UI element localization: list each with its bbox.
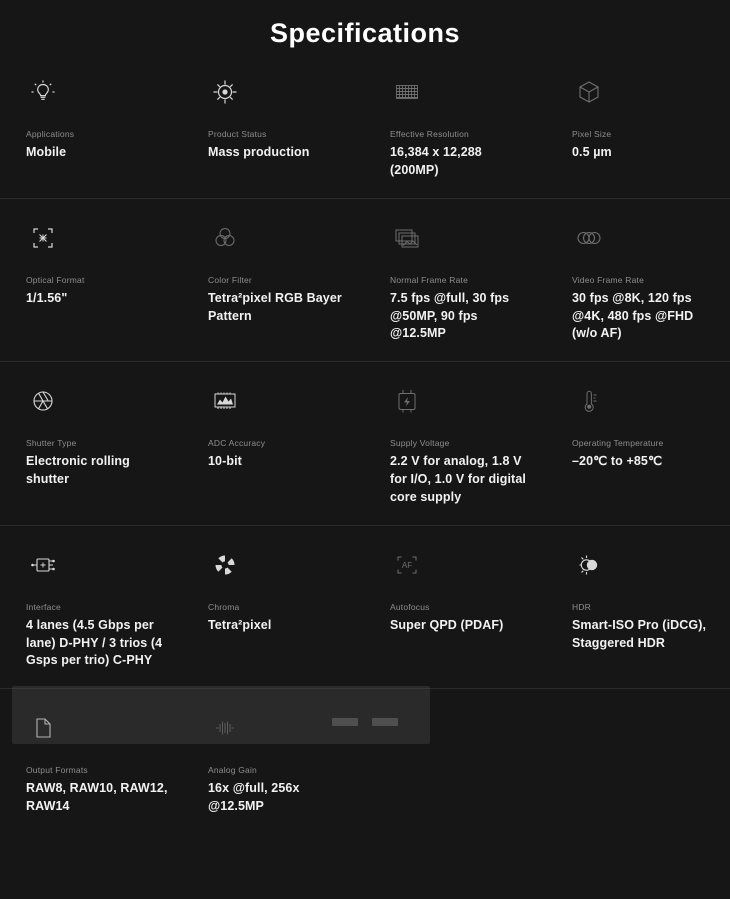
spec-cell-empty	[546, 711, 728, 816]
page-title: Specifications	[269, 18, 461, 48]
spec-cell-applications	[0, 75, 182, 180]
spec-value: Tetra²pixel	[208, 617, 272, 632]
spec-value: Mass production	[208, 145, 310, 160]
color-filter-icon	[208, 221, 242, 255]
video-frame-rate-icon	[572, 221, 606, 255]
spec-cell-video-frame-rate	[546, 221, 728, 343]
spec-value: 16,384 x 12,288 (200MP)	[390, 145, 482, 177]
spec-label: Autofocus	[390, 601, 430, 612]
spec-value: 10-bit	[208, 454, 242, 469]
spec-value: Tetra²pixel RGB Bayer Pattern	[208, 290, 342, 323]
spec-value: –20℃ to +85℃	[572, 454, 663, 469]
spec-cell-empty	[364, 711, 546, 816]
product-status-icon	[208, 75, 242, 109]
spec-row	[0, 688, 730, 834]
spec-cell-analog-gain	[182, 711, 364, 816]
spec-label: Applications	[26, 129, 75, 139]
spec-row	[0, 361, 730, 524]
spec-cell-chroma	[182, 548, 364, 670]
spec-value: RAW8, RAW10, RAW12, RAW14	[26, 781, 168, 813]
spec-cell-shutter-type	[0, 384, 182, 506]
spec-label: HDR	[572, 601, 592, 612]
lightbulb-icon	[26, 75, 60, 109]
spec-cell-color-filter	[182, 221, 364, 343]
supply-voltage-icon	[390, 384, 424, 418]
chroma-icon	[208, 548, 242, 582]
spec-label: Shutter Type	[26, 438, 77, 449]
spec-grid	[0, 53, 730, 834]
spec-cell-adc-accuracy	[182, 384, 364, 506]
spec-value: 7.5 fps @full, 30 fps @50MP, 90 fps @12.5MP	[390, 290, 510, 341]
shutter-icon	[26, 384, 60, 418]
spec-value: 2.2 V for analog, 1.8 V for I/O, 1.0 V for digital core supply	[390, 454, 526, 504]
spec-label: Pixel Size	[572, 129, 612, 139]
spec-cell-pixel-size	[546, 75, 728, 180]
hdr-icon	[572, 548, 606, 582]
spec-cell-output-formats	[0, 711, 182, 816]
spec-cell-operating-temperature	[546, 384, 728, 506]
spec-label: Chroma	[208, 601, 240, 612]
analog-gain-icon	[208, 711, 242, 745]
adc-accuracy-icon	[208, 384, 242, 418]
spec-label: Effective Resolution	[390, 129, 469, 139]
autofocus-icon	[390, 548, 424, 582]
spec-label: Interface	[26, 601, 61, 612]
optical-format-icon	[26, 221, 60, 255]
spec-cell-product-status	[182, 75, 364, 180]
spec-row	[0, 525, 730, 688]
resolution-grid-icon	[390, 75, 424, 109]
svg-text:AF: AF	[401, 560, 413, 570]
frame-stack-icon	[390, 221, 424, 255]
spec-cell-interface	[0, 548, 182, 670]
spec-cell-hdr	[546, 548, 728, 670]
interface-icon	[26, 548, 60, 582]
spec-value: 0.5 µm	[572, 145, 612, 160]
spec-value: 30 fps @8K, 120 fps @4K, 480 fps @FHD (w/o AF)	[572, 290, 694, 341]
spec-value: Smart-ISO Pro (iDCG), Staggered HDR	[572, 617, 707, 650]
spec-label: Supply Voltage	[390, 438, 450, 449]
spec-label: Color Filter	[208, 274, 252, 285]
spec-label: Operating Temperature	[572, 438, 664, 449]
spec-label: Optical Format	[26, 274, 85, 285]
pixel-cube-icon	[572, 75, 606, 109]
spec-label: Video Frame Rate	[572, 274, 645, 285]
spec-cell-optical-format	[0, 221, 182, 343]
spec-cell-autofocus	[364, 548, 546, 670]
spec-label: Output Formats	[26, 765, 88, 775]
thermometer-icon	[572, 384, 606, 418]
spec-label: Normal Frame Rate	[390, 274, 469, 285]
spec-value: Electronic rolling shutter	[26, 454, 130, 487]
spec-row	[0, 198, 730, 361]
spec-value: 4 lanes (4.5 Gbps per lane) D-PHY / 3 trios (4 Gsps per trio) C-PHY	[26, 617, 163, 668]
spec-value: 1/1.56"	[26, 290, 68, 305]
spec-label: Product Status	[208, 129, 267, 139]
spec-label: ADC Accuracy	[208, 438, 266, 449]
document-icon	[26, 711, 60, 745]
spec-cell-supply-voltage	[364, 384, 546, 506]
spec-value: 16x @full, 256x @12.5MP	[208, 781, 300, 813]
spec-value: Mobile	[26, 145, 67, 160]
spec-cell-effective-resolution	[364, 75, 546, 180]
spec-cell-normal-frame-rate	[364, 221, 546, 343]
spec-row	[0, 53, 730, 198]
spec-label: Analog Gain	[208, 765, 257, 775]
spec-value: Super QPD (PDAF)	[390, 617, 504, 632]
